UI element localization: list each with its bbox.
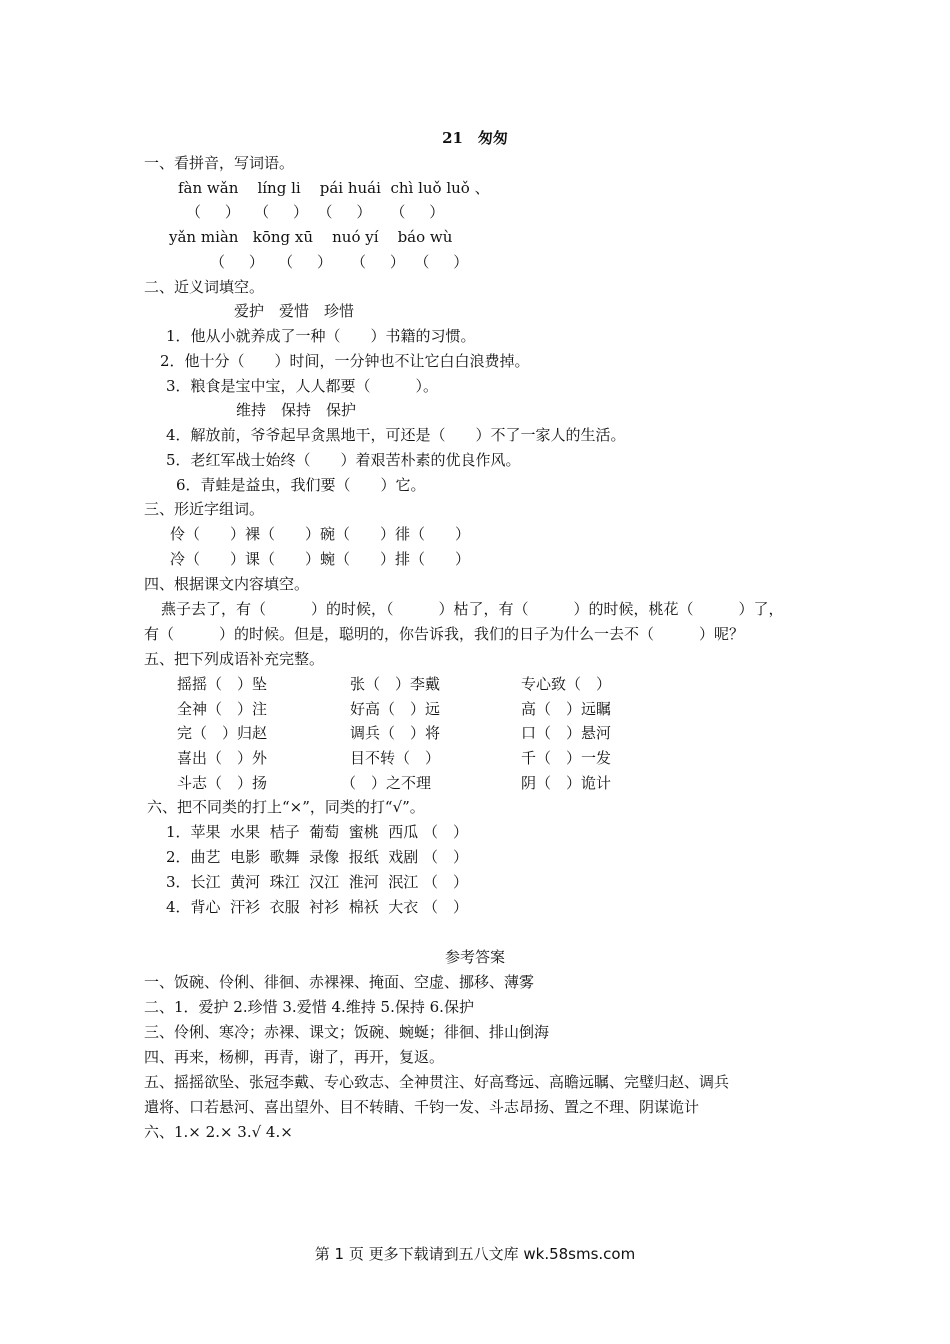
section1-heading: 一、看拼音，写词语。 (144, 154, 295, 172)
answer-3: 三、伶俐、寒冷；赤裸、课文；饭碗、蜿蜒；徘徊、排山倒海 (144, 1023, 550, 1041)
idiom: 完（ ）归赵 (177, 724, 268, 742)
idiom: 摇摇（ ）坠 (177, 675, 268, 693)
question-4: 4．解放前，爷爷起早贪黑地干，可还是（ ）不了一家人的生活。 (166, 426, 626, 444)
idiom: 好高（ ）远 (350, 700, 441, 718)
idiom: 千（ ）一发 (521, 749, 612, 767)
answer-1: 一、饭碗、伶俐、徘徊、赤裸裸、掩面、空虚、挪移、薄雾 (144, 973, 535, 991)
answer-6: 六、1.× 2.× 3.√ 4.× (144, 1123, 293, 1141)
question-3: 3．粮食是宝中宝，人人都要（ ）。 (166, 377, 439, 395)
idiom: 调兵（ ）将 (350, 724, 441, 742)
question-1: 1．他从小就养成了一种（ ）书籍的习惯。 (166, 327, 476, 345)
section6-heading: 六、把不同类的打上“×”，同类的打“√”。 (147, 798, 425, 816)
idiom: 目不转（ ） (350, 749, 441, 767)
question-2: 2．他十分（ ）时间，一分钟也不让它白白浪费掉。 (160, 352, 530, 370)
synonym-group-2: 维持 保持 保护 (236, 401, 357, 419)
idiom: 阴（ ）诡计 (521, 774, 612, 792)
idiom: 全神（ ）注 (177, 700, 268, 718)
classify-item: 2．曲艺 电影 歌舞 录像 报纸 戏剧 （ ） (166, 848, 468, 866)
question-5: 5．老红军战士始终（ ）着艰苦朴素的优良作风。 (166, 451, 521, 469)
section5-heading: 五、把下列成语补充完整。 (144, 650, 325, 668)
section2-heading: 二、近义词填空。 (144, 278, 265, 296)
pinyin-row-2: yǎn miàn kōng xū nuó yí báo wù (169, 228, 453, 246)
section4-heading: 四、根据课文内容填空。 (144, 575, 310, 593)
pinyin-row-1: fàn wǎn líng li pái huái chì luǒ luǒ 、 (178, 179, 490, 197)
blanks-row-1: （ ） （ ） （ ） （ ） (186, 203, 445, 221)
idiom: 专心致（ ） (521, 675, 612, 693)
section3-heading: 三、形近字组词。 (144, 500, 265, 518)
similar-chars-row-2: 冷（ ）课（ ）蜿（ ）排（ ） (170, 550, 471, 568)
answer-5-line-1: 五、摇摇欲坠、张冠李戴、专心致志、全神贯注、好高骛远、高瞻远瞩、完璧归赵、调兵 (144, 1073, 730, 1091)
answer-5-line-2: 遣将、口若悬河、喜出望外、目不转睛、千钧一发、斗志昂扬、置之不理、阴谋诡计 (144, 1098, 700, 1116)
question-6: 6．青蛙是益虫，我们要（ ）它。 (176, 476, 426, 494)
idiom: 斗志（ ）扬 (177, 774, 268, 792)
idiom: 高（ ）远瞩 (521, 700, 612, 718)
idiom: 口（ ）悬河 (521, 724, 612, 742)
page-footer: 第 1 页 更多下载请到五八文库 wk.58sms.com (314, 1245, 636, 1263)
answers-heading: 参考答案 (444, 948, 505, 966)
classify-item: 3．长江 黄河 珠江 汉江 淮河 泯江 （ ） (166, 873, 468, 891)
idiom: 张（ ）李戴 (350, 675, 441, 693)
similar-chars-row-1: 伶（ ）裸（ ）碗（ ）徘（ ） (170, 525, 471, 543)
answer-4: 四、再来，杨柳，再青，谢了，再开，复返。 (144, 1048, 445, 1066)
blanks-row-2: （ ） （ ） （ ） （ ） (210, 253, 469, 271)
fill-text-line-1: 燕子去了，有（ ）的时候，（ ）枯了，有（ ）的时候，桃花（ ）了， (161, 600, 784, 618)
classify-item: 4．背心 汗衫 衣服 衬衫 棉袄 大衣 （ ） (166, 898, 468, 916)
idiom: 喜出（ ）外 (177, 749, 268, 767)
page-title: 21 匆匆 (442, 129, 508, 147)
classify-item: 1．苹果 水果 桔子 葡萄 蜜桃 西瓜 （ ） (166, 823, 468, 841)
fill-text-line-2: 有（ ）的时候。但是，聪明的，你告诉我，我们的日子为什么一去不（ ）呢？ (144, 625, 745, 643)
synonym-group-1: 爱护 爱惜 珍惜 (234, 302, 355, 320)
answer-2: 二、1．爱护 2.珍惜 3.爱惜 4.维持 5.保持 6.保护 (144, 998, 474, 1016)
idiom: （ ）之不理 (341, 774, 432, 792)
